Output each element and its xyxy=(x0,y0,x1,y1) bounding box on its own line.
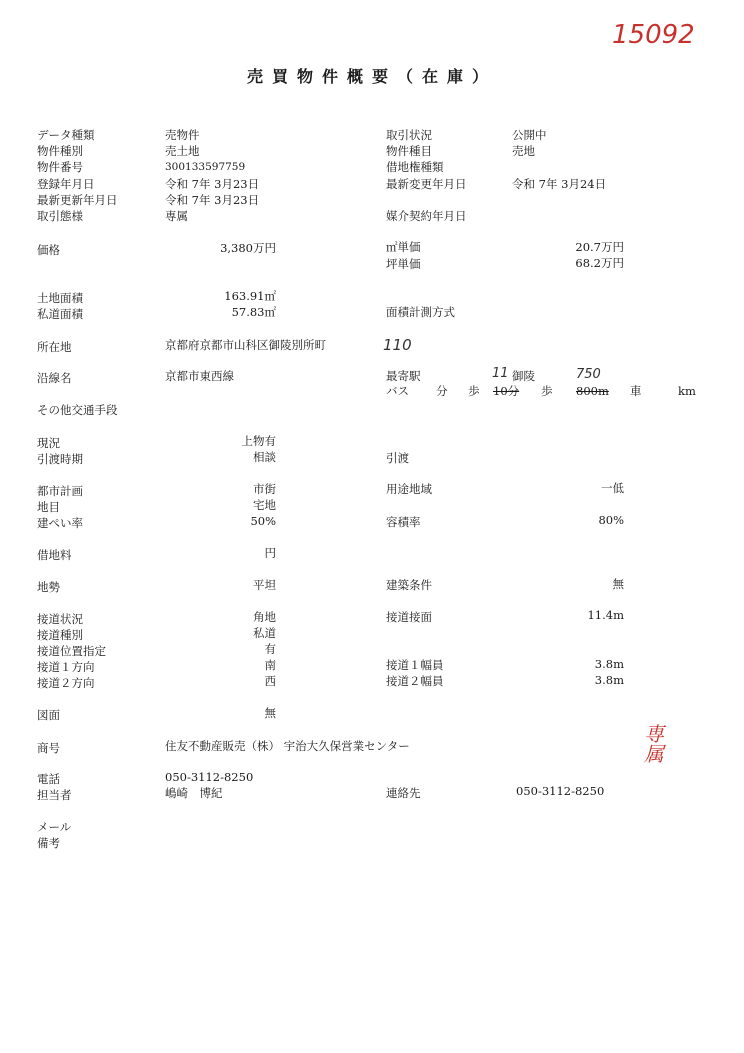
walk-label: 歩 xyxy=(468,384,480,398)
label-phone: 電話 xyxy=(37,772,60,786)
label-staff: 担当者 xyxy=(37,788,72,802)
value-road-status: 角地 xyxy=(253,610,276,624)
label-land-area: 土地面積 xyxy=(37,291,83,305)
label-road2-dir: 接道２方向 xyxy=(37,676,95,690)
label-nearest: 最寄駅 xyxy=(386,369,421,383)
value-property-item: 売地 xyxy=(512,144,535,158)
value-price: 3,380万円 xyxy=(220,241,276,255)
value-land-area: 163.91㎡ xyxy=(224,289,276,303)
label-land-cat: 地目 xyxy=(37,500,60,514)
label-road1-width: 接道１幅員 xyxy=(386,658,444,672)
value-road-type: 私道 xyxy=(253,626,276,640)
handwritten-address-no: 110 xyxy=(383,336,412,354)
value-road1-dir: 南 xyxy=(264,658,276,672)
label-private-road: 私道面積 xyxy=(37,307,83,321)
bus-label: バス xyxy=(386,384,409,398)
value-sqm-price: 20.7万円 xyxy=(575,240,624,254)
value-status: 上物有 xyxy=(241,434,276,448)
label-sqm-price: ㎡単価 xyxy=(386,240,421,254)
label-drawing: 図面 xyxy=(37,708,60,722)
label-road2-width: 接道２幅員 xyxy=(386,674,444,688)
value-tsubo-price: 68.2万円 xyxy=(575,256,624,270)
label-property-no: 物件番号 xyxy=(37,160,83,174)
value-land-cat: 宅地 xyxy=(253,498,276,512)
value-property-class: 売土地 xyxy=(165,144,200,158)
value-line: 京都市東西線 xyxy=(165,369,234,383)
label-reg-date: 登録年月日 xyxy=(37,177,95,191)
label-leasehold: 借地権種類 xyxy=(386,160,444,174)
label-city-plan: 都市計画 xyxy=(37,484,83,498)
value-trade-status: 公開中 xyxy=(512,128,547,142)
value-trade-mode: 専属 xyxy=(165,209,188,223)
label-tsubo-price: 坪単価 xyxy=(386,257,421,271)
value-drawing: 無 xyxy=(264,706,276,720)
bus-min: 分 xyxy=(436,384,448,398)
value-use-zone: 一低 xyxy=(601,481,624,495)
value-road-designation: 有 xyxy=(264,642,276,656)
label-trade-mode: 取引態様 xyxy=(37,209,83,223)
handwritten-dist-fix: 750 xyxy=(576,367,601,382)
value-change-date: 令和 7年 3月24日 xyxy=(512,177,607,191)
value-phone: 050-3112-8250 xyxy=(165,770,254,784)
label-price: 価格 xyxy=(37,243,60,257)
value-contact: 050-3112-8250 xyxy=(516,784,605,798)
label-contact: 連絡先 xyxy=(386,786,421,800)
label-property-class: 物件種別 xyxy=(37,144,83,158)
value-road-frontage: 11.4m xyxy=(587,608,624,622)
page-title: 売買物件概要（在庫） xyxy=(246,67,497,86)
value-private-road: 57.83㎡ xyxy=(231,305,276,319)
label-build-cond: 建築条件 xyxy=(386,578,432,592)
label-status: 現況 xyxy=(37,436,60,450)
value-terrain: 平坦 xyxy=(253,578,276,592)
label-trade-status: 取引状況 xyxy=(386,128,432,142)
value-property-no: 300133597759 xyxy=(165,161,246,173)
km-label: km xyxy=(678,384,696,398)
label-handover: 引渡 xyxy=(386,451,409,465)
label-measure-method: 面積計測方式 xyxy=(386,305,455,319)
label-contract-date: 媒介契約年月日 xyxy=(386,209,467,223)
label-land-rent: 借地料 xyxy=(37,548,72,562)
label-bcr: 建ぺい率 xyxy=(37,516,83,530)
handwritten-walk-fix: 11 xyxy=(492,366,509,381)
value-upd-date: 令和 7年 3月23日 xyxy=(165,193,260,207)
value-road2-width: 3.8m xyxy=(594,673,624,687)
label-data-type: データ種類 xyxy=(37,128,95,142)
value-far: 80% xyxy=(598,513,624,527)
label-email: メール xyxy=(37,820,72,834)
value-address: 京都府京都市山科区御陵別所町 xyxy=(165,338,326,352)
value-build-cond: 無 xyxy=(612,577,624,591)
value-nearest: 御陵 xyxy=(512,369,535,383)
label-remarks: 備考 xyxy=(37,836,60,850)
label-trade-name: 商号 xyxy=(37,741,60,755)
value-city-plan: 市街 xyxy=(253,482,276,496)
value-staff: 嶋崎 博紀 xyxy=(165,786,223,800)
label-road-status: 接道状況 xyxy=(37,612,83,626)
value-trade-name: 住友不動産販売（株） 宇治大久保営業センター xyxy=(165,739,410,753)
label-road-designation: 接道位置指定 xyxy=(37,644,106,658)
value-reg-date: 令和 7年 3月23日 xyxy=(165,177,260,191)
label-far: 容積率 xyxy=(386,515,421,529)
car-label: 車 xyxy=(630,384,642,398)
label-upd-date: 最新更新年月日 xyxy=(37,193,118,207)
value-handover-time: 相談 xyxy=(253,450,276,464)
label-handover-time: 引渡時期 xyxy=(37,452,83,466)
walk-min: 10分 xyxy=(493,384,520,398)
value-bcr: 50% xyxy=(250,514,276,528)
value-road2-dir: 西 xyxy=(264,674,276,688)
label-line: 沿線名 xyxy=(37,371,72,385)
label-road-frontage: 接道接面 xyxy=(386,610,432,624)
label-use-zone: 用途地域 xyxy=(386,482,432,496)
label-other-transport: その他交通手段 xyxy=(37,403,118,417)
label-property-item: 物件種目 xyxy=(386,144,432,158)
distance: 800m xyxy=(576,384,609,398)
walk2-label: 歩 xyxy=(541,384,553,398)
handwritten-stamp: 専属 xyxy=(644,722,664,766)
label-change-date: 最新変更年月日 xyxy=(386,177,467,191)
handwritten-number: 15092 xyxy=(612,20,695,50)
label-road1-dir: 接道１方向 xyxy=(37,660,95,674)
value-land-rent: 円 xyxy=(264,546,276,560)
value-data-type: 売物件 xyxy=(165,128,200,142)
label-road-type: 接道種別 xyxy=(37,628,83,642)
label-terrain: 地勢 xyxy=(37,580,60,594)
value-road1-width: 3.8m xyxy=(594,657,624,671)
label-address: 所在地 xyxy=(37,340,72,354)
